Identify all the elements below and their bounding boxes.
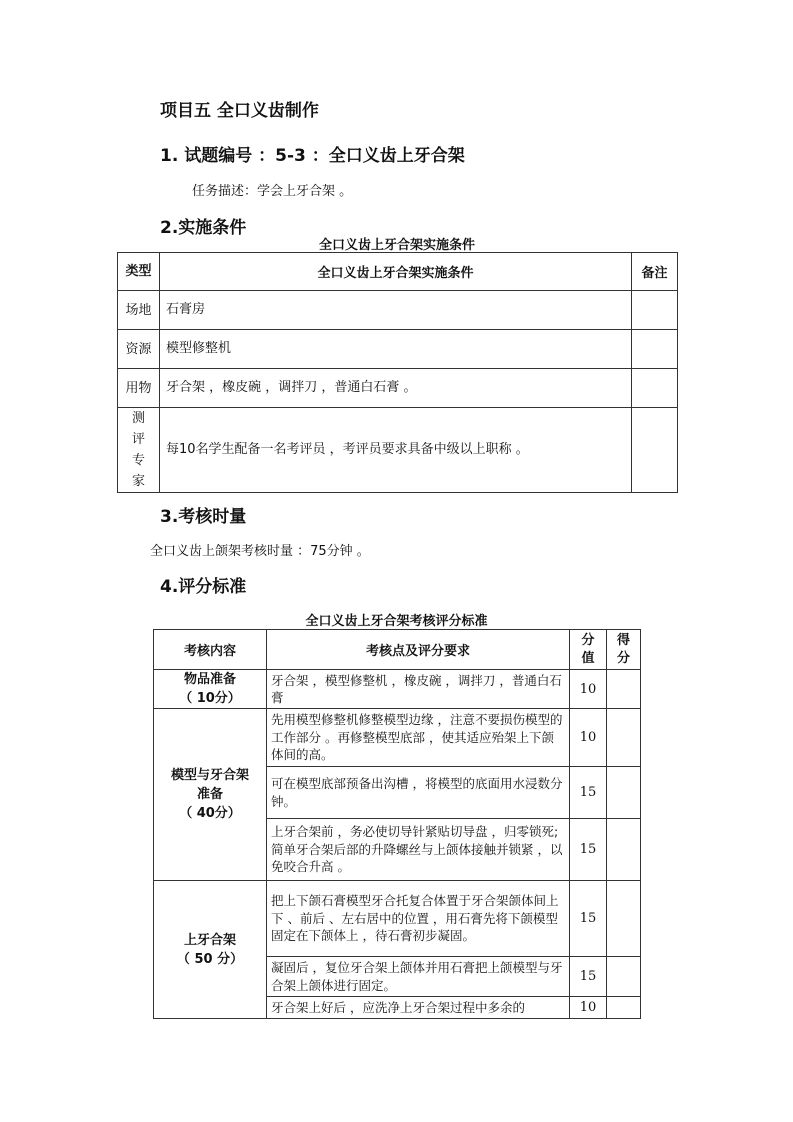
scoring-table: [153, 629, 641, 1019]
requirement: 牙合架上好后 ，应洗净上牙合架过程中多余的: [267, 997, 570, 1019]
row-note: [632, 291, 678, 330]
requirement: 牙合架 ，模型修整机 ，橡皮碗 ，调拌刀 ，普通白石膏: [267, 670, 570, 709]
earned-score: [607, 767, 641, 819]
row-condition: 每10名学生配备一名考评员 ，考评员要求具备中级以上职称 。: [160, 408, 632, 493]
header-earned: 得分: [607, 630, 641, 670]
requirement: 上牙合架前 ，务必使切导针紧贴切导盘 ，归零锁死;简单牙合架后部的升降螺丝与上颌体接触并锁紧 ，以免咬合升高 。: [267, 819, 570, 881]
row-note: [632, 330, 678, 369]
row-type: 场地: [118, 291, 160, 330]
row-type: 测评专家: [118, 408, 160, 493]
table-row: [118, 291, 678, 330]
table-row: [118, 330, 678, 369]
score: 15: [570, 881, 607, 957]
header-score: 分值: [570, 630, 607, 670]
header-type: 类型: [118, 253, 160, 291]
row-condition: 牙合架 ，橡皮碗 ，调拌刀 ，普通白石膏 。: [160, 369, 632, 408]
row-condition: 模型修整机: [160, 330, 632, 369]
header-conditions: 全口义齿上牙合架实施条件: [160, 253, 632, 291]
item-points: （ 40分）: [179, 806, 241, 821]
scoring-table-caption: 全口义齿上牙合架考核评分标准: [305, 614, 488, 629]
requirement: 凝固后 ，复位牙合架上颌体并用石膏把上颌模型与牙合架上颌体进行固定。: [267, 957, 570, 997]
requirement: 可在模型底部预备出沟槽 ，将模型的底面用水浸数分钟。: [267, 767, 570, 819]
table-header-row: [118, 253, 678, 291]
row-note: [632, 369, 678, 408]
section2-heading: 2.实施条件: [160, 218, 247, 238]
section3-heading: 3.考核时量: [160, 507, 247, 527]
requirement: 先用模型修整机修整模型边缘 ，注意不要损伤模型的工作部分 。再修整模型底部 ，使其适应殆架上下颌体间的高。: [267, 709, 570, 767]
score: 10: [570, 997, 607, 1019]
row-condition: 石膏房: [160, 291, 632, 330]
task-description: 任务描述：学会上牙合架 。: [192, 184, 353, 199]
item-name: 物品准备: [183, 672, 236, 687]
project-title: 项目五 全口义齿制作: [160, 101, 319, 121]
score: 15: [570, 819, 607, 881]
header-item: 考核内容: [154, 630, 267, 670]
table-row: [154, 881, 641, 957]
item-cell: [154, 670, 267, 709]
table-row: [154, 670, 641, 709]
row-type: 用物: [118, 369, 160, 408]
row-note: [632, 408, 678, 493]
score: 15: [570, 767, 607, 819]
item-name: 上牙合架: [183, 932, 236, 948]
row-type: 资源: [118, 330, 160, 369]
table-row: [118, 369, 678, 408]
score: 10: [570, 709, 607, 767]
item-cell: [154, 881, 267, 1019]
earned-score: [607, 709, 641, 767]
conditions-table-caption: 全口义齿上牙合架实施条件: [318, 238, 475, 253]
table-row: [154, 709, 641, 767]
earned-score: [607, 881, 641, 957]
earned-score: [607, 819, 641, 881]
section1-heading: 1. 试题编号 ：5-3 ：全口义齿上牙合架: [160, 146, 465, 166]
conditions-table: [117, 252, 678, 493]
earned-score: [607, 670, 641, 709]
item-name: 模型与牙合架准备: [170, 768, 249, 802]
earned-score: [607, 997, 641, 1019]
requirement: 把上下颌石膏模型牙合托复合体置于牙合架颌体间上下 、前后 、左右居中的位置 ，用石膏先将下颌模型固定在下颌体上 ，待石膏初步凝固。: [267, 881, 570, 957]
header-note: 备注: [632, 253, 678, 291]
earned-score: [607, 957, 641, 997]
section4-heading: 4.评分标准: [160, 577, 247, 597]
table-header-row: [154, 630, 641, 670]
item-points: （ 10分）: [179, 691, 241, 706]
exam-duration-text: 全口义齿上颌架考核时量 ：75分钟 。: [150, 544, 370, 559]
table-row: [118, 408, 678, 493]
score: 15: [570, 957, 607, 997]
item-cell: [154, 709, 267, 881]
item-points: （ 50 分）: [176, 951, 244, 967]
score: 10: [570, 670, 607, 709]
header-requirements: 考核点及评分要求: [267, 630, 570, 670]
